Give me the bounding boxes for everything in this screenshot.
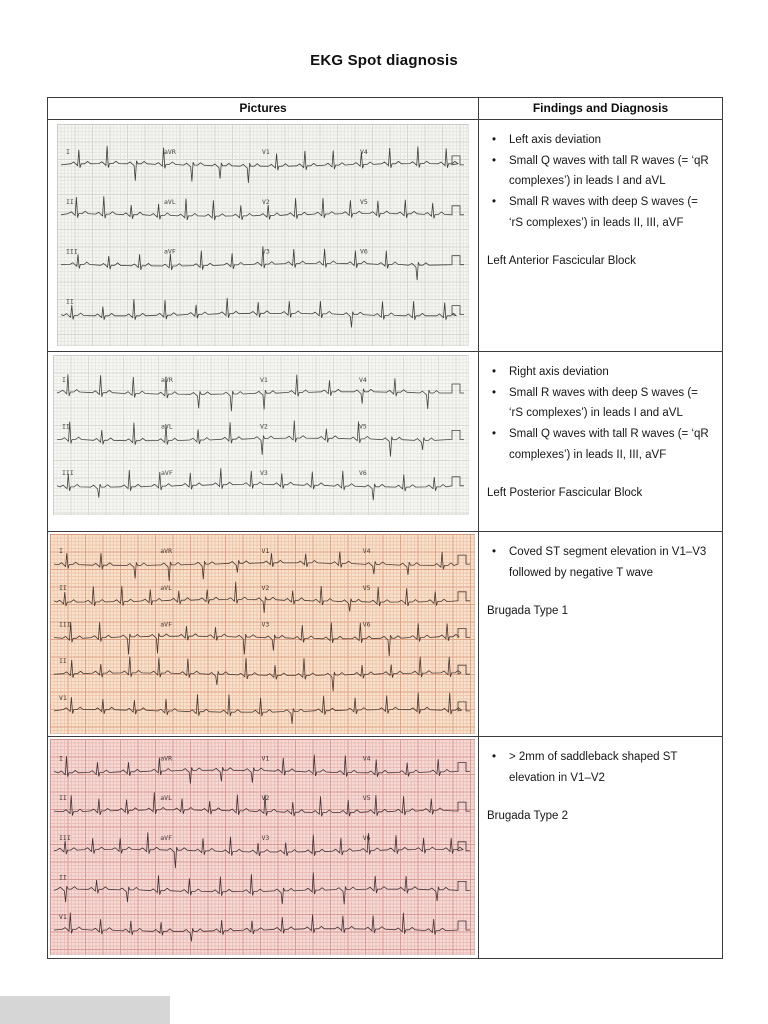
ecg-lead-label: V2 [261, 794, 270, 803]
ecg-lead-label: V4 [360, 147, 368, 156]
ecg-lead-label: III [59, 620, 71, 629]
ecg-lead-label: II [66, 297, 74, 306]
ecg-lead-label: III [66, 247, 78, 256]
ecg-lead-label: II [59, 873, 67, 882]
bullet-icon [487, 151, 509, 192]
ecg-lead-label: aVF [160, 833, 172, 842]
ecg-lead-label: V3 [260, 468, 268, 477]
ecg-lead-label: V1 [59, 913, 67, 922]
viewer-page-edge [0, 996, 170, 1024]
ecg-lead-label: aVL [161, 422, 173, 431]
ecg-lead-label: V6 [362, 833, 371, 842]
ecg-trace [50, 739, 475, 955]
ecg-lead-label: V1 [261, 547, 270, 556]
ecg-lead-label: V6 [359, 468, 367, 477]
ecg-lead-label: V6 [362, 620, 371, 629]
ecg-lead-label: V5 [362, 583, 371, 592]
ecg-image-lpfb [53, 355, 469, 515]
diagnosis-label: Brugada Type 1 [487, 605, 568, 618]
ecg-lead-label: I [66, 147, 70, 156]
diagnosis-label: Left Anterior Fascicular Block [487, 255, 636, 268]
diagnosis-label: Brugada Type 2 [487, 810, 568, 823]
picture-cell-3 [48, 532, 479, 737]
ecg-lead-label: I [62, 376, 66, 385]
finding-text: Small R waves with deep S waves (= ‘rS complexes’) in leads I and aVL [509, 386, 698, 420]
ecg-lead-label: V1 [262, 147, 270, 156]
findings-cell-4 [479, 737, 722, 958]
table-header-row [48, 98, 722, 120]
column-header-pictures: Pictures [48, 98, 479, 120]
diagnosis-label: Left Posterior Fascicular Block [487, 487, 643, 500]
ecg-lead-label: aVL [160, 583, 172, 592]
finding-text: Small Q waves with tall R waves (= ‘qR complexes’) in leads I and aVL [509, 154, 709, 188]
ecg-lead-label: aVF [160, 620, 172, 629]
ecg-image-brugada-2 [50, 739, 475, 955]
ecg-lead-label: V3 [262, 247, 270, 256]
ecg-lead-label: V4 [362, 547, 371, 556]
bullet-icon [487, 192, 509, 233]
picture-cell-1 [48, 120, 479, 352]
ecg-trace [50, 534, 475, 734]
finding-bullet [487, 542, 714, 583]
ecg-lead-label: V2 [260, 422, 268, 431]
ecg-lead-label: V4 [362, 754, 371, 763]
finding-text: Small Q waves with tall R waves (= ‘qR complexes’) in leads II, III, aVF [509, 428, 709, 461]
bullet-icon [487, 383, 509, 424]
ecg-lead-label: V4 [359, 376, 367, 385]
finding-text: Right axis deviation [509, 366, 609, 378]
finding-bullet [487, 151, 714, 192]
ecg-lead-label: V5 [362, 794, 371, 803]
ecg-lead-label: V3 [261, 620, 270, 629]
picture-cell-4 [48, 737, 479, 958]
ecg-lead-label: I [59, 547, 63, 556]
ecg-lead-label: aVR [160, 754, 172, 763]
picture-cell-2 [48, 352, 479, 532]
ecg-lead-label: V1 [261, 754, 270, 763]
ecg-lead-label: aVR [160, 547, 172, 556]
ecg-lead-label: V6 [360, 247, 368, 256]
ecg-lead-label: III [59, 833, 71, 842]
ecg-lead-label: V2 [262, 197, 270, 206]
ecg-lead-label: II [66, 197, 74, 206]
ecg-lead-label: V5 [360, 197, 368, 206]
ecg-lead-label: V3 [261, 833, 270, 842]
ecg-lead-label: II [59, 794, 67, 803]
finding-bullet [487, 192, 714, 233]
findings-list [487, 542, 714, 583]
diagnosis-table [47, 97, 723, 959]
ecg-trace [57, 124, 469, 346]
ecg-lead-label: aVF [161, 468, 173, 477]
ecg-lead-label: V5 [359, 422, 367, 431]
column-header-findings: Findings and Diagnosis [479, 98, 722, 120]
finding-text: > 2mm of saddleback shaped ST elevation in V1–V2 [509, 751, 678, 784]
bullet-icon [487, 424, 509, 465]
finding-bullet [487, 383, 714, 424]
finding-text: Small R waves with deep S waves (= ‘rS complexes’) in leads II, III, aVF [509, 196, 698, 229]
ecg-lead-label: aVF [164, 247, 176, 256]
ecg-lead-label: II [59, 583, 67, 592]
table-row [48, 352, 722, 532]
finding-bullet [487, 362, 714, 383]
findings-cell-3 [479, 532, 722, 737]
finding-bullet [487, 130, 714, 151]
ecg-lead-label: I [59, 754, 63, 763]
ecg-lead-label: V1 [260, 376, 268, 385]
findings-list [487, 130, 714, 233]
page-title: EKG Spot diagnosis [310, 52, 458, 69]
ecg-trace [53, 355, 469, 515]
ecg-lead-label: II [59, 657, 67, 666]
ecg-lead-label: V2 [261, 583, 270, 592]
findings-list [487, 362, 714, 465]
ecg-lead-label: aVR [164, 147, 176, 156]
ecg-lead-label: III [62, 468, 74, 477]
ecg-lead-label: II [62, 422, 70, 431]
findings-cell-2 [479, 352, 722, 532]
bullet-icon [487, 362, 509, 383]
table-row [48, 120, 722, 352]
ecg-lead-label: aVR [161, 376, 173, 385]
bullet-icon [487, 542, 509, 583]
bullet-icon [487, 747, 509, 788]
bullet-icon [487, 130, 509, 151]
findings-list [487, 747, 714, 788]
ecg-image-brugada-1 [50, 534, 475, 734]
ecg-lead-label: V1 [59, 693, 67, 702]
findings-cell-1 [479, 120, 722, 352]
table-row [48, 532, 722, 737]
ecg-lead-label: aVL [164, 197, 176, 206]
table-row [48, 737, 722, 958]
finding-bullet [487, 747, 714, 788]
finding-text: Left axis deviation [509, 134, 602, 146]
finding-bullet [487, 424, 714, 465]
ecg-image-lafb [57, 124, 469, 346]
finding-text: Coved ST segment elevation in V1–V3 followed by negative T wave [509, 546, 707, 579]
ecg-lead-label: aVL [160, 794, 172, 803]
